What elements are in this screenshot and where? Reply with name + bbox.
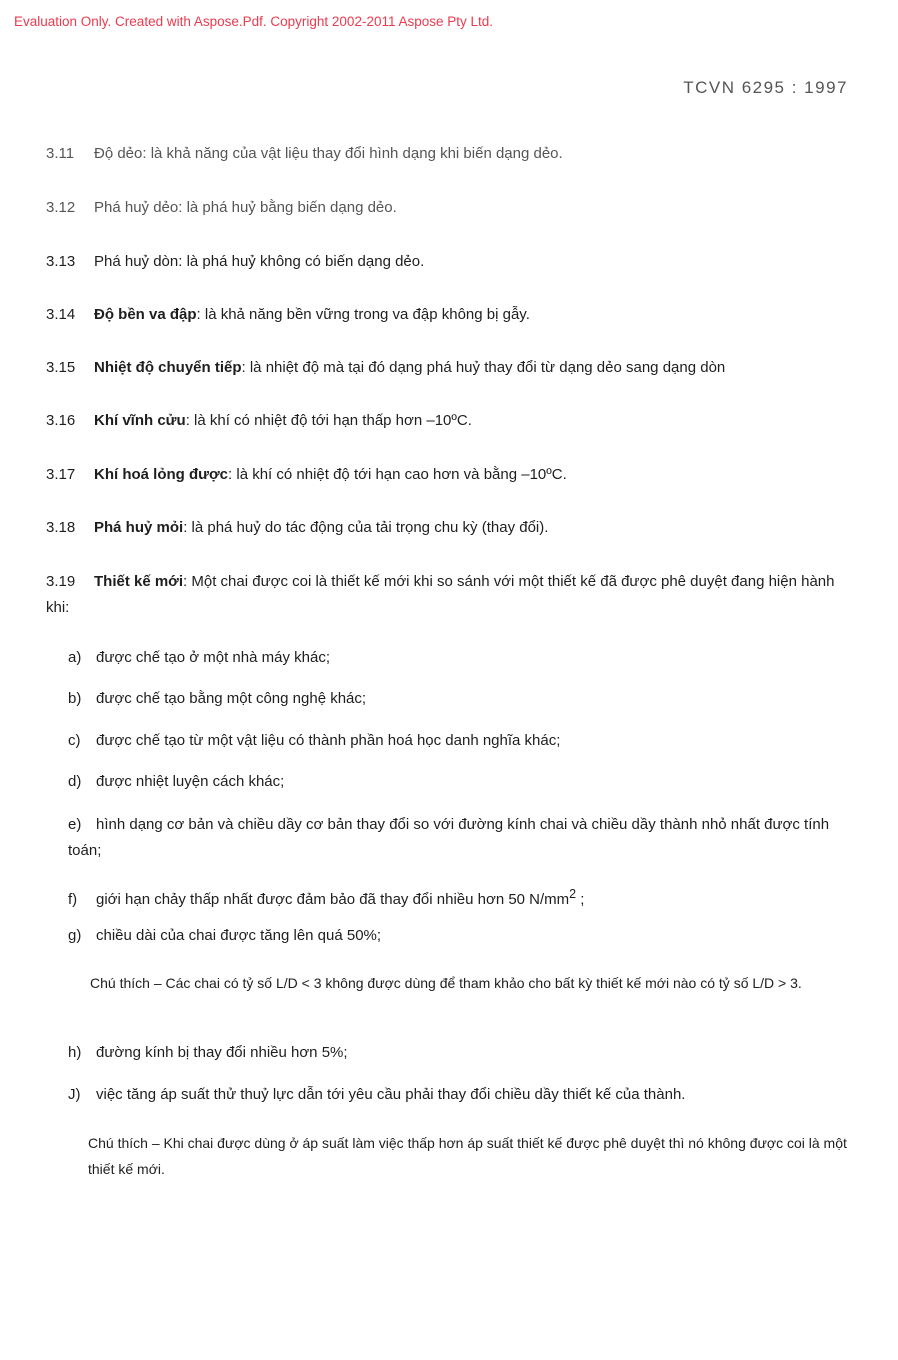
definition-3-13 [46, 252, 424, 272]
definition-number: 3.15 [46, 359, 76, 376]
list-item-text: được chế tạo ở một nhà máy khác; [96, 649, 330, 666]
list-item-label: g) [68, 927, 82, 944]
definition-text: : là phá huỷ do tác động của tải trọng chu kỳ (thay đổi). [183, 519, 549, 536]
list-item-text: hình dạng cơ bản và chiều dầy cơ bản thay đổi so với đường kính chai và chiều dầy thành nhỏ nhất được tính toán; [68, 816, 830, 859]
list-item-d [68, 772, 284, 792]
list-item-e [68, 812, 858, 864]
definition-3-15 [46, 358, 725, 378]
definition-text: : là khả năng của vật liệu thay đổi hình dạng khi biến dạng dẻo. [142, 145, 563, 162]
definition-term: Phá huỷ dẻo [94, 199, 179, 216]
note-1: Chú thích – Các chai có tỷ số L/D < 3 không được dùng để tham khảo cho bất kỳ thiết kế mới nào có tỷ số L/D > 3. [90, 975, 802, 991]
definition-number: 3.18 [46, 519, 76, 536]
definition-number: 3.11 [46, 145, 75, 162]
list-item-text: được nhiệt luyện cách khác; [96, 773, 285, 790]
list-item-label: f) [68, 891, 78, 908]
definition-term: Thiết kế mới [94, 573, 184, 590]
list-item-text: chiều dài của chai được tăng lên quá 50%; [96, 927, 382, 944]
list-item-label: a) [68, 649, 82, 666]
superscript: 2 [569, 887, 577, 901]
definition-number: 3.12 [46, 199, 76, 216]
list-item-j [68, 1085, 685, 1105]
definition-text: : là nhiệt độ mà tại đó dạng phá huỷ thay đổi từ dạng dẻo sang dạng dòn [241, 359, 726, 376]
document-code: TCVN 6295 : 1997 [683, 78, 848, 97]
list-item-label: h) [68, 1044, 82, 1061]
list-item-label: d) [68, 773, 82, 790]
note-2: Chú thích – Khi chai được dùng ở áp suất làm việc thấp hơn áp suất thiết kế được phê duyệt thì nó không được coi là một thiết kế mới. [88, 1135, 847, 1177]
definition-text: : là khả năng bền vững trong va đập không bị gẫy. [196, 306, 530, 323]
list-item-label: J) [68, 1086, 81, 1103]
list-item-tail: ; [576, 891, 585, 908]
definition-text: : là khí có nhiệt độ tới hạn thấp hơn –10ºC. [185, 412, 472, 429]
list-item-c [68, 731, 560, 751]
list-item-text: việc tăng áp suất thử thuỷ lực dẫn tới yêu cầu phải thay đổi chiều dầy thiết kế của thành. [96, 1086, 686, 1103]
definition-3-16 [46, 411, 472, 431]
definition-3-14 [46, 305, 530, 325]
definition-text: : Một chai được coi là thiết kế mới khi so sánh với một thiết kế đã được phê duyệt đang hiện hành khi: [46, 573, 835, 616]
definition-3-19 [46, 569, 856, 621]
definition-number: 3.19 [46, 573, 76, 590]
list-item-g [68, 926, 381, 946]
list-item-label: c) [68, 732, 81, 749]
list-item-text: đường kính bị thay đổi nhiều hơn 5%; [96, 1044, 348, 1061]
definition-3-12 [46, 198, 397, 218]
definition-term: Độ dẻo [94, 145, 143, 162]
list-item-b [68, 689, 366, 709]
list-item-h [68, 1043, 348, 1063]
list-item-text: giới hạn chảy thấp nhất được đảm bảo đã thay đổi nhiều hơn 50 N/mm [96, 891, 570, 908]
definition-number: 3.13 [46, 253, 76, 270]
definition-term: Khí vĩnh cửu [94, 412, 186, 429]
definition-text: : là phá huỷ bằng biến dạng dẻo. [178, 199, 397, 216]
definition-3-17 [46, 465, 567, 485]
watermark: Evaluation Only. Created with Aspose.Pdf. Copyright 2002-2011 Aspose Pty Ltd. [14, 14, 494, 29]
list-item-label: e) [68, 816, 82, 833]
definition-term: Độ bền va đập [94, 306, 197, 323]
list-item-f [68, 884, 584, 910]
list-item-label: b) [68, 690, 82, 707]
list-item-text: được chế tạo bằng một công nghệ khác; [96, 690, 367, 707]
definition-number: 3.16 [46, 412, 76, 429]
definition-term: Nhiệt độ chuyển tiếp [94, 359, 242, 376]
definition-term: Khí hoá lỏng được [94, 466, 229, 483]
list-item-text: được chế tạo từ một vật liệu có thành phần hoá học danh nghĩa khác; [96, 732, 561, 749]
list-item-a [68, 648, 330, 668]
definition-number: 3.14 [46, 306, 76, 323]
definition-3-18 [46, 518, 548, 538]
definition-term: Phá huỷ dòn [94, 253, 179, 270]
definition-3-11 [46, 144, 563, 164]
definition-text: : là khí có nhiệt độ tới hạn cao hơn và bằng –10ºC. [228, 466, 567, 483]
definition-number: 3.17 [46, 466, 76, 483]
definition-text: : là phá huỷ không có biến dạng dẻo. [178, 253, 425, 270]
definition-term: Phá huỷ mỏi [94, 519, 184, 536]
